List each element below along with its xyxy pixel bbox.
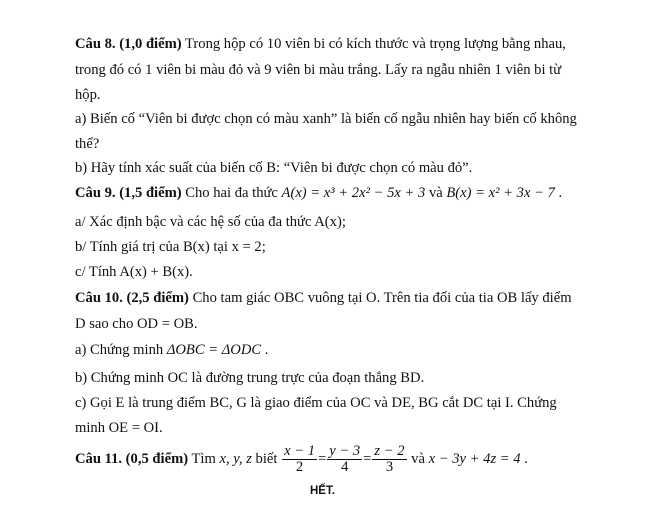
q8-line-2 <box>75 62 561 79</box>
q9-poly-b: B(x) = x² + 3x − 7 <box>446 185 555 201</box>
q10-line-2 <box>75 316 198 333</box>
q10-intro-1: Cho tam giác OBC vuông tại O. Trên tia đối của tia OB lấy điểm <box>188 290 572 306</box>
q8-intro-3: hộp. <box>75 87 101 103</box>
q11-and: và <box>407 450 429 467</box>
q8-part-b <box>75 160 472 177</box>
fraction-z <box>372 444 406 475</box>
fraction-z-numerator: z − 2 <box>374 443 405 459</box>
q11-condition: x − 3y + 4z = 4 <box>428 450 521 467</box>
q9-line-1 <box>75 185 562 202</box>
q11-period: . <box>520 450 528 467</box>
q8-intro-2: trong đó có 1 viên bi màu đỏ và 9 viên bi màu trắng. Lấy ra ngẫu nhiên 1 viên bi từ <box>75 62 562 78</box>
q11-intro: Tìm <box>188 450 220 467</box>
q8-intro-1: Trong hộp có 10 viên bi có kích thước và trọng lượng bằng nhau, <box>181 36 566 52</box>
fraction-x-numerator: x − 1 <box>284 443 316 459</box>
equals-sign-2: = <box>363 450 372 467</box>
q10-line-1 <box>75 290 572 307</box>
q9-label: Câu 9. (1,5 điểm) <box>75 185 182 201</box>
q9-part-b <box>75 239 266 256</box>
fraction-x <box>282 444 317 475</box>
q11-vars: x, y, z <box>219 450 252 467</box>
q9-part-c <box>75 264 193 281</box>
q11-given: biết <box>251 450 282 467</box>
q10-part-c-2 <box>75 420 163 437</box>
fraction-y-numerator: y − 3 <box>329 443 361 459</box>
q8-label: Câu 8. (1,0 điểm) <box>75 36 182 52</box>
q9-poly-a: A(x) = x³ + 2x² − 5x + 3 <box>281 185 426 201</box>
q8-line-3 <box>75 87 101 104</box>
q10-label: Câu 10. (2,5 điểm) <box>75 290 189 306</box>
end-marker: HẾT. <box>310 485 335 497</box>
q8-line-1 <box>75 36 566 53</box>
equals-sign-1: = <box>318 450 327 467</box>
q9-intro: Cho hai đa thức <box>181 185 282 201</box>
q10-part-a <box>75 342 268 359</box>
q9-part-a <box>75 214 346 231</box>
q8-a-text-2: thể? <box>75 136 100 152</box>
q9-b-text: b/ Tính giá trị của B(x) tại x = 2; <box>75 239 266 255</box>
q10-b-text: b) Chứng minh OC là đường trung trực của đoạn thẳng BD. <box>75 370 425 386</box>
q9-period: . <box>554 185 563 201</box>
q10-c-text-2: minh OE = OI. <box>75 420 163 436</box>
q9-and: và <box>425 185 447 201</box>
fraction-z-denominator: 3 <box>385 459 394 475</box>
fraction-y-denominator: 4 <box>341 459 349 475</box>
q8-b-text: b) Hãy tính xác suất của biến cố B: “Viên bi được chọn có màu đỏ”. <box>75 160 473 176</box>
q10-a-math: ΔOBC = ΔODC <box>166 342 262 358</box>
q10-c-text-1: c) Gọi E là trung điểm BC, G là giao điểm của OC và DE, BG cắt DC tại I. Chứng <box>75 395 557 411</box>
q10-intro-2: D sao cho OD = OB. <box>75 316 198 332</box>
fraction-x-denominator: 2 <box>295 459 304 475</box>
q8-a-text-1: a) Biến cố “Viên bi được chọn có màu xanh” là biến cố ngẫu nhiên hay biến cố không <box>75 111 577 127</box>
q9-a-text: a/ Xác định bậc và các hệ số của đa thức A(x); <box>75 214 346 230</box>
q10-part-c-1 <box>75 395 557 412</box>
q8-part-a-2 <box>75 136 99 153</box>
q10-a-prefix: a) Chứng minh <box>75 342 167 358</box>
q8-part-a-1 <box>75 111 577 128</box>
fraction-y <box>327 444 362 475</box>
q11-label: Câu 11. (0,5 điểm) <box>75 450 189 467</box>
q10-a-suffix: . <box>261 342 269 358</box>
q10-part-b <box>75 370 424 387</box>
q9-c-text: c/ Tính A(x) + B(x). <box>75 264 193 280</box>
q11-line <box>75 444 528 475</box>
